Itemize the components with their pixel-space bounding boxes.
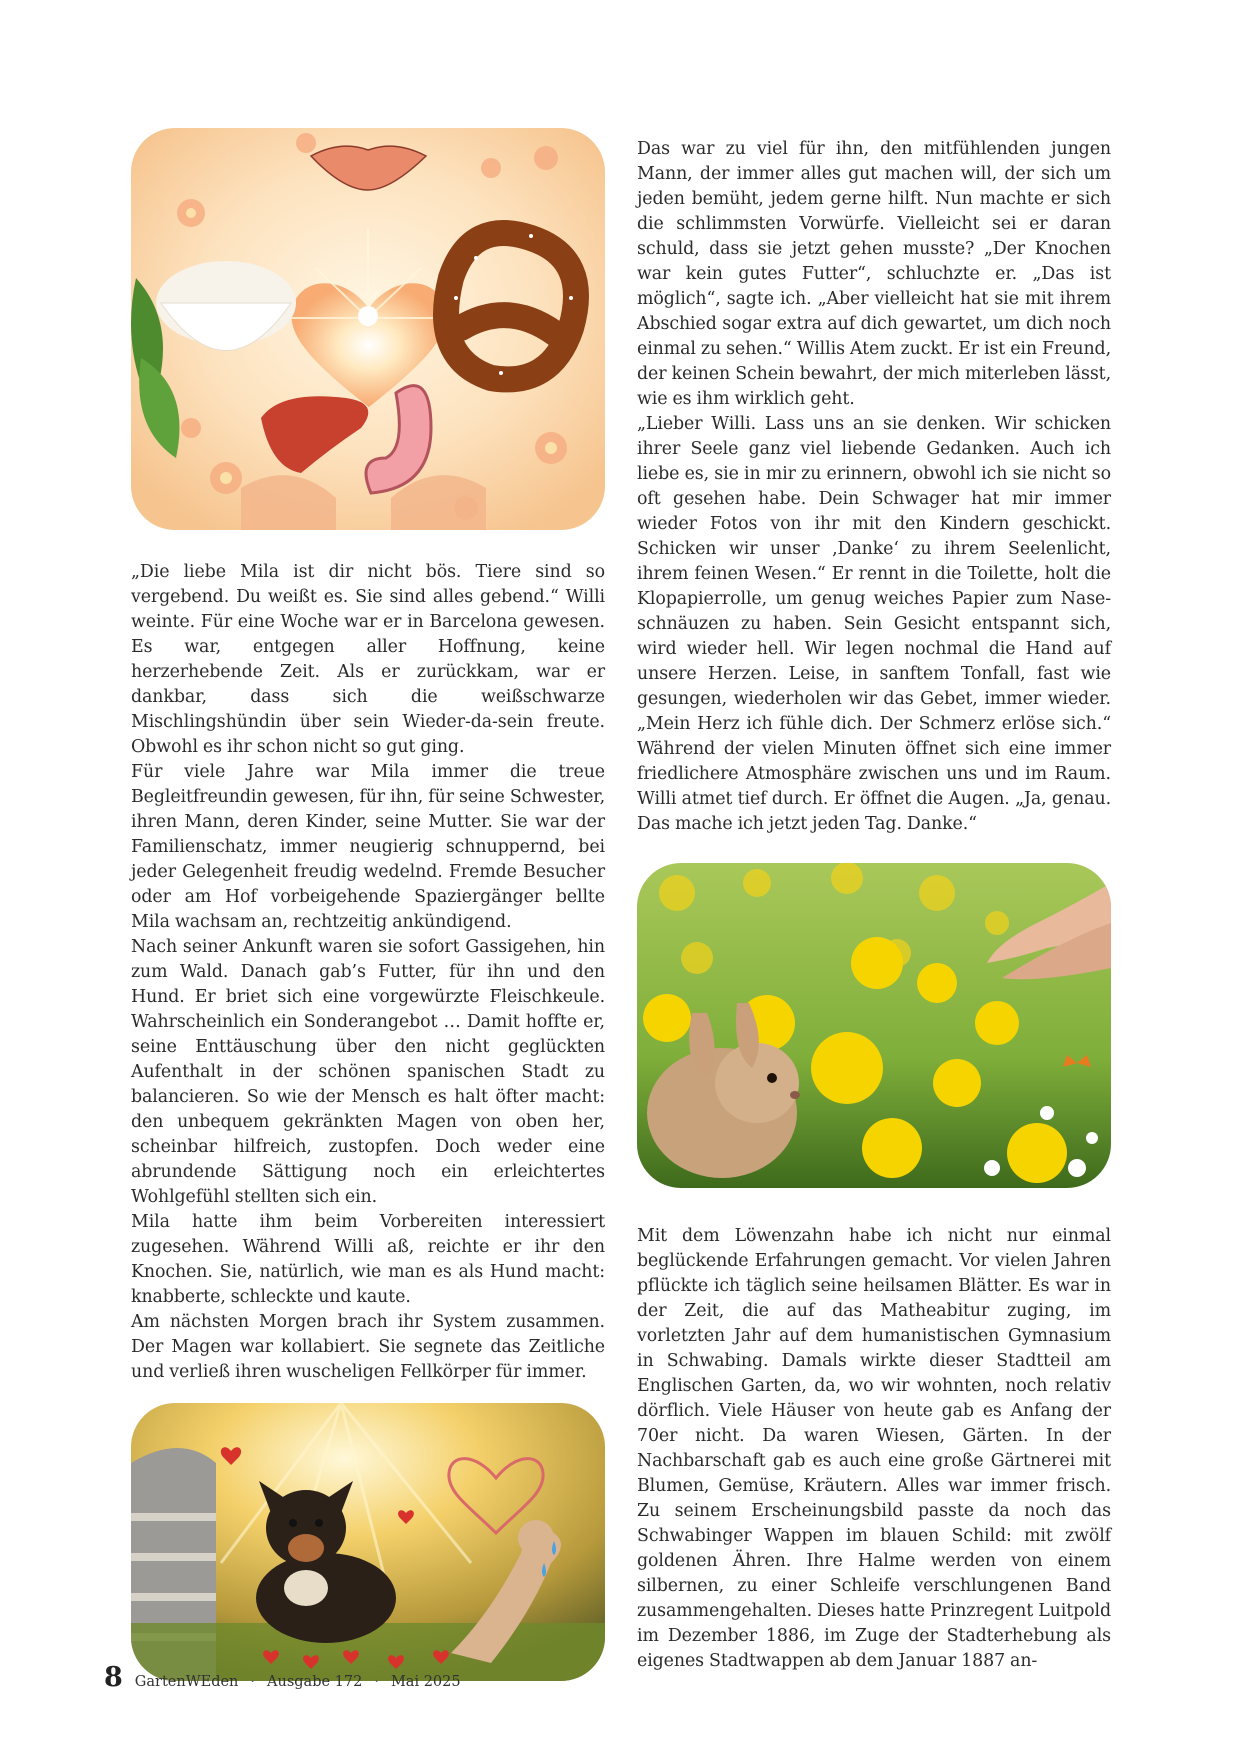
illustration-heart-food (131, 128, 605, 530)
issue-date: Mai 2025 (390, 1674, 461, 1690)
footer-separator: · (374, 1674, 379, 1690)
paragraph: Das war zu viel für ihn, den mitfühlenden jungen Mann, der immer alles gut machen will, der sich um jeden bemüht, jedem gerne hilft. Nun machte er sich die schlimmsten Vorwürfe. Vielleicht sei er daran schuld, dass sie jetzt gehen musste? „Der Knochen war kein gutes Futter“, schluchzte er. „Das ist möglich“, sagte ich. „Aber vielleicht hat sie mit ihrem Abschied sogar extra auf dich gewartet, um dich noch einmal zu sehen.“ Willis Atem zuckt. Er ist ein Freund, der keinen Schein bewahrt, der mich miterleben lässt, wie es ihm wirklich geht. (637, 139, 1112, 409)
paragraph: „Die liebe Mila ist dir nicht bös. Tiere sind so vergebend. Du weißt es. Sie sind alles gebend.“ Willi weinte. Für eine Woche war er in Barcelona gewesen. Es war, entgegen aller Hoffnung, keine herzerhebende Zeit. Als er zurückkam, war er dankbar, dass sich die weißschwarze Mischlingshündin über sein Wieder-da-sein freute. Obwohl es ihr schon nicht so gut ging. (131, 562, 605, 757)
magazine-name: GartenWEden (134, 1674, 239, 1690)
photo-bunny-dandelions (637, 863, 1111, 1188)
left-column (131, 128, 605, 1681)
paragraph: Für viele Jahre war Mila immer die treue Begleitfreundin gewesen, für ihn, für seine Schwester, ihren Mann, deren Kinder, seine Mutter. Sie war der Familienschatz, immer neugierig schnuppernd, bei jeder Gelegenheit freudig wedelnd. Fremde Besucher oder am Hof vorbeigehende Spaziergänger bellte Mila wachsam an, rechtzeitig ankündigend. (131, 762, 605, 932)
paragraph: Mit dem Löwenzahn habe ich nicht nur einmal beglückende Erfahrungen gemacht. Vor vielen Jahren pflückte ich täglich seine heilsamen Blätter. Es war in der Zeit, die auf das Matheabitur zuging, im vorletzten Jahr auf dem humanistischen Gymnasium in Schwabing. Damals wirkte dieser Stadtteil am Englischen Garten, da, wo wir wohnten, noch relativ dörflich. Viele Häuser von heute gab es Anfang der 70er nicht. Da waren Wiesen, Gärten. In der Nachbarschaft gab es auch eine große Gärtnerei mit Blumen, Gemüse, Kräutern. Alles war immer frisch. Zu seinem Erscheinungsbild passte da noch das Schwabinger Wappen im blauen Schild: mit zwölf goldenen Ähren. Ihre Halme werden von einem silbernen, zu einer Schleife verschlungenen Band zusammengehalten. Dieses hatte Prinzregent Luitpold im Dezember 1886, im Zuge der Stadterhebung als eigenes Stadtwappen ab dem Januar 1887 an- (637, 1226, 1111, 1671)
footer-separator: · (250, 1674, 256, 1690)
paragraph: Mila hatte ihm beim Vorbereiten interessiert zugesehen. Während Willi aß, reichte er ihr den Knochen. Sie, natürlich, wie man es als Hund macht: knabberte, schleckte und kaute. (131, 1212, 605, 1307)
photo-dog-memorial (131, 1403, 605, 1681)
right-column (637, 137, 1111, 1674)
paragraph: „Lieber Willi. Lass uns an sie denken. Wir schicken ihrer Seele ganz viel liebende Gedanken. Auch ich liebe es, sie in mir zu erinnern, obwohl ich sie nicht so oft gesehen habe. Dein Schwager hat mir immer wieder Fotos von ihr mit den Kindern geschickt. Schicken wir unser ‚Danke‘ zu ihrem Seelenlicht, ihrem feinen Wesen.“ Er rennt in die Toilette, holt die Klopapierrolle, um genug weiches Papier zum Nase-schnäuzen zu haben. Sein Gesicht entspannt sich, wird wieder hell. Wir legen nochmal die Hand auf unsere Herzen. Leise, in sanftem Tonfall, fast wie gesungen, wiederholen wir das Gebet, immer wieder. „Mein Herz ich fühle dich. Der Schmerz erlöse sich.“ Während der vielen Minuten öffnet sich eine immer friedlichere Atmosphäre zwischen uns und im Raum. Willi atmet tief durch. Er öffnet die Augen. „Ja, genau. Das mache ich jetzt jeden Tag. Danke.“ (637, 414, 1111, 834)
paragraph: Am nächsten Morgen brach ihr System zusammen. Der Magen war kollabiert. Sie segnete das Zeitliche und verließ ihren wuscheligen Fellkörper für immer. (131, 1312, 605, 1382)
issue-number: Ausgabe 172 (267, 1674, 363, 1690)
paragraph: Nach seiner Ankunft waren sie sofort Gassigehen, hin zum Wald. Danach gab’s Futter, für ihn und den Hund. Er briet sich eine vorgewürzte Fleischkeule. Wahrscheinlich ein Sonderangebot … Damit hoffte er, seine Enttäuschung über den nicht geglückten Aufenthalt in der schönen spanischen Stadt zu balancieren. So wie der Mensch es halt öfter macht: den unbequem gekränkten Magen von oben her, scheinbar hilfreich, zustopfen. Doch weder eine abrundende Sättigung noch ein erleichtertes Wohlgefühl stellten sich ein. (131, 937, 605, 1207)
page-number: 8 (104, 1662, 123, 1693)
page-footer (104, 1662, 461, 1693)
